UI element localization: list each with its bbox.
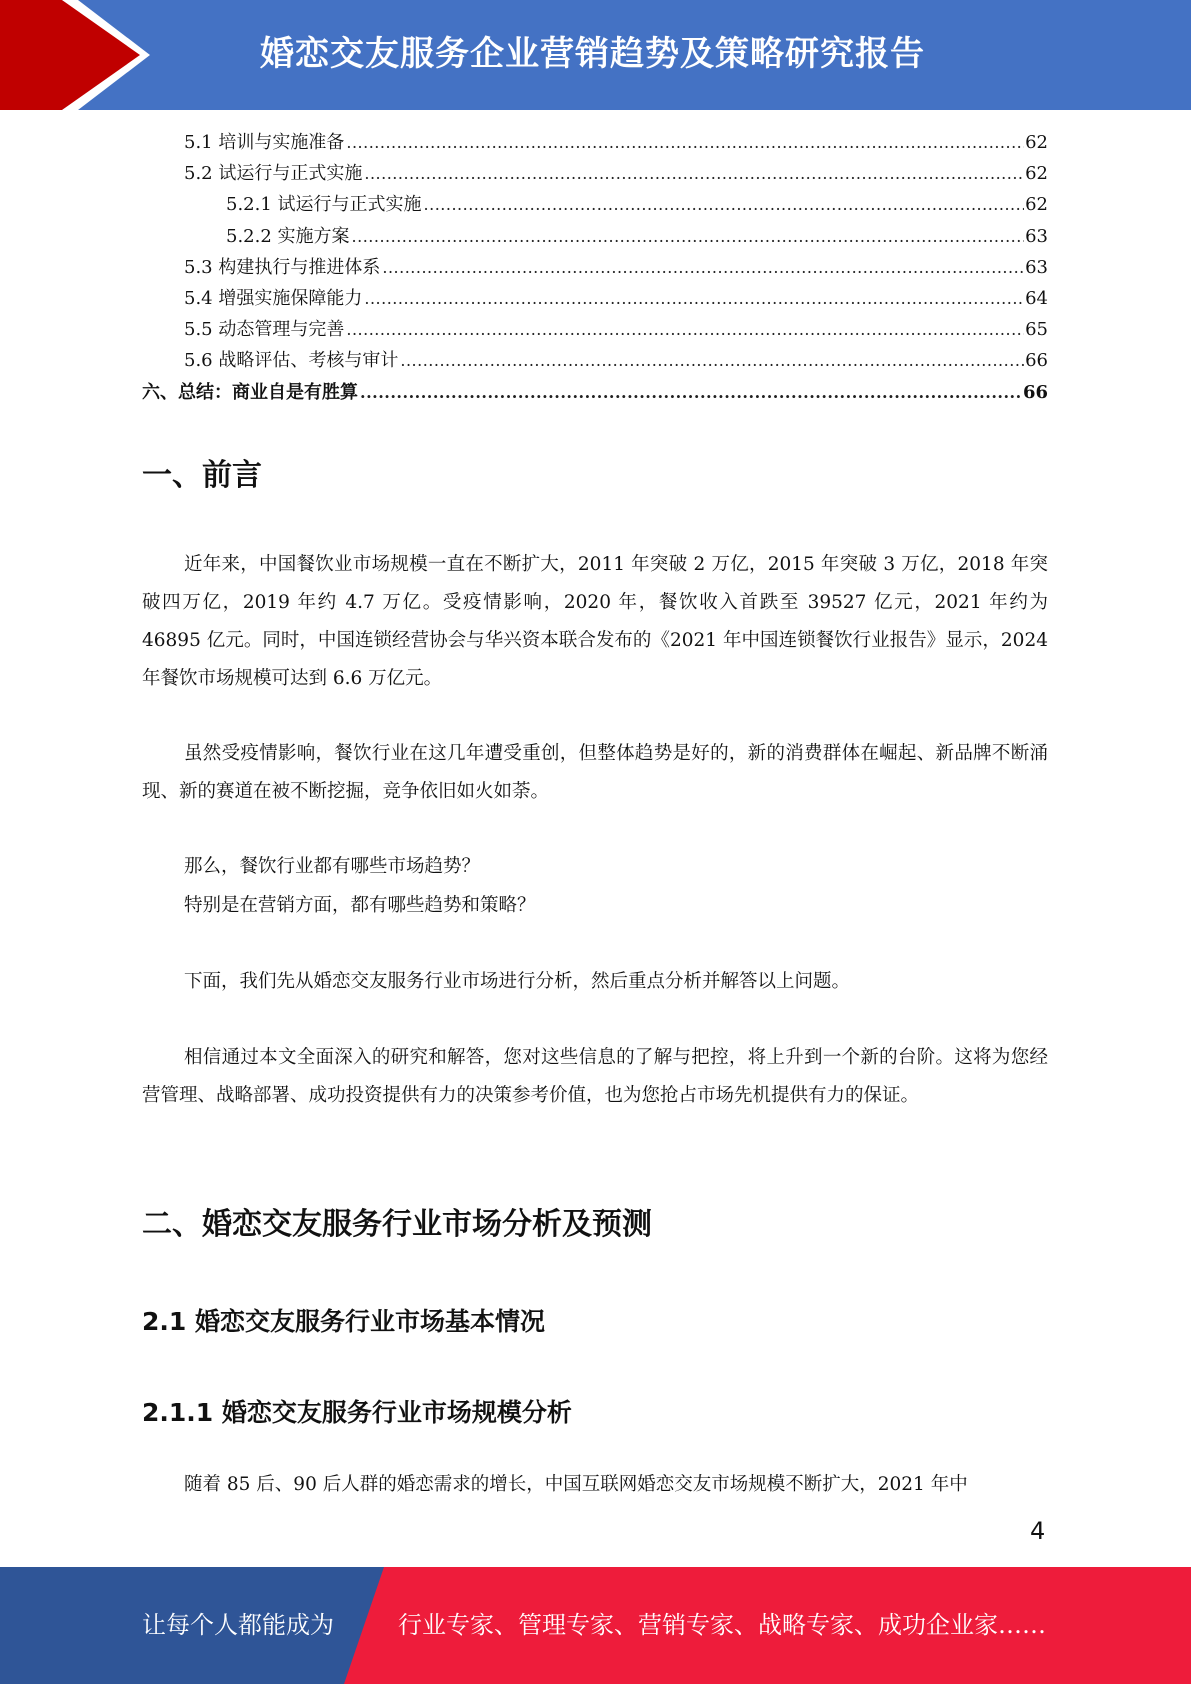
toc-row[interactable] bbox=[142, 253, 1048, 284]
toc-page: 62 bbox=[1025, 194, 1048, 216]
toc-leader bbox=[346, 320, 1024, 339]
toc-page: 62 bbox=[1025, 163, 1048, 185]
toc-row[interactable] bbox=[142, 315, 1048, 346]
toc-page: 63 bbox=[1025, 225, 1048, 247]
toc-label: 六、总结：商业自是有胜算 bbox=[142, 381, 358, 403]
body-paragraph: 下面，我们先从婚恋交友服务行业市场进行分析，然后重点分析并解答以上问题。 bbox=[184, 971, 851, 992]
footer-slogan-left: 让每个人都能成为 bbox=[142, 1611, 334, 1639]
table-of-contents bbox=[142, 128, 1048, 409]
toc-page: 64 bbox=[1025, 287, 1048, 309]
toc-row[interactable] bbox=[142, 284, 1048, 315]
header-arrow-decoration bbox=[0, 0, 300, 110]
toc-page: 63 bbox=[1025, 256, 1048, 278]
toc-row[interactable] bbox=[142, 378, 1048, 409]
body-paragraph: 随着 85 后、90 后人群的婚恋需求的增长，中国互联网婚恋交友市场规模不断扩大，2021 年中 bbox=[184, 1474, 968, 1495]
toc-page: 66 bbox=[1022, 381, 1048, 403]
toc-leader bbox=[352, 227, 1025, 246]
toc-label: 5.1 培训与实施准备 bbox=[184, 132, 345, 153]
toc-leader bbox=[382, 258, 1024, 277]
toc-label: 5.2.1 试运行与正式实施 bbox=[226, 194, 422, 216]
toc-page: 62 bbox=[1025, 132, 1048, 153]
footer-slogan-right: 行业专家、管理专家、营销专家、战略专家、成功企业家…… bbox=[398, 1611, 1046, 1639]
toc-label: 5.6 战略评估、考核与审计 bbox=[184, 350, 399, 372]
toc-label: 5.3 构建执行与推进体系 bbox=[184, 256, 381, 278]
body-paragraph: 那么，餐饮行业都有哪些市场趋势？ bbox=[184, 856, 481, 877]
body-paragraph: 特别是在营销方面，都有哪些趋势和策略？ bbox=[184, 895, 536, 916]
report-title: 婚恋交友服务企业营销趋势及策略研究报告 bbox=[260, 34, 925, 74]
toc-page: 65 bbox=[1025, 319, 1048, 341]
toc-leader bbox=[360, 383, 1022, 402]
toc-leader bbox=[424, 195, 1025, 214]
subsubsection-heading: 2.1.1 婚恋交友服务行业市场规模分析 bbox=[142, 1398, 572, 1427]
page-footer bbox=[0, 1567, 1191, 1684]
toc-label: 5.5 动态管理与完善 bbox=[184, 319, 345, 341]
body-paragraph: 虽然受疫情影响，餐饮行业在这几年遭受重创，但整体趋势是好的，新的消费群体在崛起、新品牌不断涌现、新的赛道在被不断挖掘，竞争依旧如火如荼。 bbox=[142, 743, 1048, 802]
toc-leader bbox=[346, 133, 1024, 152]
toc-page: 66 bbox=[1025, 350, 1048, 372]
section-heading-market-analysis: 二、婚恋交友服务行业市场分析及预测 bbox=[142, 1207, 652, 1242]
subsection-heading: 2.1 婚恋交友服务行业市场基本情况 bbox=[142, 1307, 545, 1336]
toc-row[interactable] bbox=[142, 190, 1048, 221]
toc-row[interactable] bbox=[142, 346, 1048, 377]
toc-row[interactable] bbox=[142, 222, 1048, 253]
page-header bbox=[0, 0, 1191, 110]
toc-row[interactable] bbox=[142, 128, 1048, 159]
body-paragraph: 相信通过本文全面深入的研究和解答，您对这些信息的了解与把控，将上升到一个新的台阶。这将为您经营管理、战略部署、成功投资提供有力的决策参考价值，也为您抢占市场先机提供有力的保证。 bbox=[142, 1047, 1048, 1106]
toc-label: 5.2.2 实施方案 bbox=[226, 225, 350, 247]
toc-leader bbox=[364, 164, 1024, 183]
body-paragraph: 近年来，中国餐饮业市场规模一直在不断扩大，2011 年突破 2 万亿，2015 年突破 3 万亿，2018 年突破四万亿，2019 年约 4.7 万亿。受疫情影响，2020 年，餐饮收入首跌至 39527 亿元，2021 年约为 46895 亿元。同时，中国连锁经营协会与华兴资本联合发布的《2021 年中国连锁餐饮行业报告》显示，2024 年餐饮市场规模可达到 6.6 万亿元。 bbox=[142, 554, 1048, 689]
toc-label: 5.2 试运行与正式实施 bbox=[184, 163, 363, 185]
toc-row[interactable] bbox=[142, 159, 1048, 190]
toc-leader bbox=[364, 289, 1024, 308]
page-number: 4 bbox=[1030, 1517, 1046, 1545]
section-heading-preface: 一、前言 bbox=[142, 458, 262, 493]
toc-leader bbox=[400, 351, 1024, 370]
toc-label: 5.4 增强实施保障能力 bbox=[184, 287, 363, 309]
